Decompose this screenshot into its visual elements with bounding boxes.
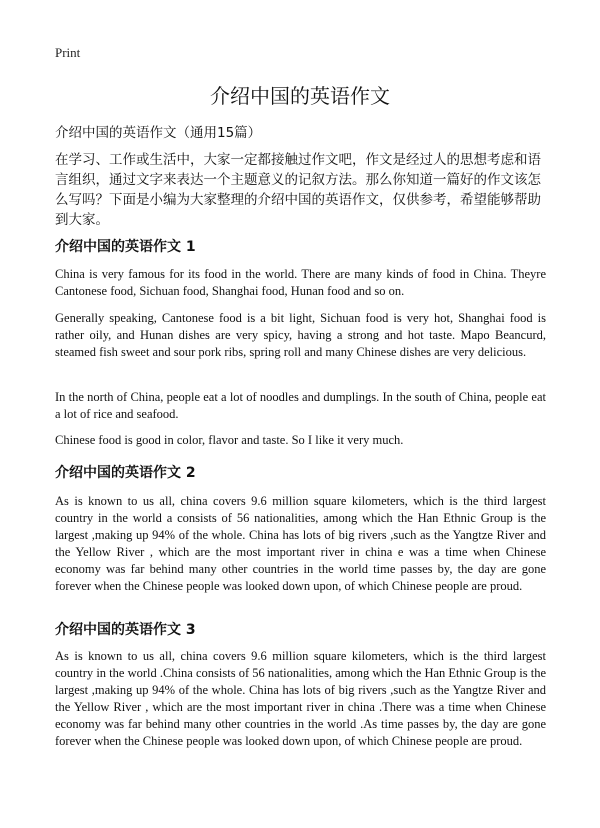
- section-1-heading: 介绍中国的英语作文 1: [55, 239, 196, 255]
- intro-paragraph: 在学习、工作或生活中，大家一定都接触过作文吧，作文是经过人的思想考虑和语言组织，通过文字来表达一个主题意义的记叙方法。那么你知道一篇好的作文该怎么写吗？下面是小编为大家整理的介绍中国的英语作文，仅供参考，希望能够帮助到大家。: [55, 152, 541, 228]
- section-1-paragraph: Chinese food is good in color, flavor and taste. So I like it very much.: [55, 433, 404, 447]
- section-2-paragraph: As is known to us all, china covers 9.6 million square kilometers, which is the third largest country in the world a consists of 56 nationalities, among which the Han Ethnic Group is the largest ,making up 94% of the whole. China has lots of big rivers ,such as the Yangtze River and the Yellow River , which are the most important river in china e was a time when Chinese economy was far behind many other countries in the world time passes by, the day are gone forever when the Chinese people was looked down upon, of which Chinese people are proud.: [55, 494, 546, 593]
- section-2-heading: 介绍中国的英语作文 2: [55, 465, 196, 481]
- page-title: 介绍中国的英语作文: [210, 84, 390, 108]
- section-3-paragraph: As is known to us all, china covers 9.6 million square kilometers, which is the third largest country in the world .China consists of 56 nationalities, among which the Han Ethnic Group is the largest ,making up 94% of the whole. China has lots of big rivers ,such as the Yangtze River and the Yellow River , which are the most important river in china .There was a time when Chinese economy was far behind many other countries in the world .As time passes by, the day are gone forever when the Chinese people was looked down upon, of which Chinese people are proud.: [55, 649, 546, 748]
- section-1-paragraph: China is very famous for its food in the world. There are many kinds of food in China. Theyre Cantonese food, Sichuan food, Shanghai food, Hunan food and so on.: [55, 267, 546, 298]
- subtitle: 介绍中国的英语作文（通用15篇）: [55, 125, 262, 141]
- section-1-paragraph: In the north of China, people eat a lot of noodles and dumplings. In the south of China, people eat a lot of rice and seafood.: [55, 390, 546, 421]
- section-1-paragraph: Generally speaking, Cantonese food is a bit light, Sichuan food is very hot, Shanghai food is rather oily, and Hunan dishes are very spicy, having a strong and hot taste. Mapo Beancurd, steamed fish sweet and sour pork ribs, spring roll and many Chinese dishes are very delicious.: [55, 311, 546, 359]
- section-3-heading: 介绍中国的英语作文 3: [55, 622, 196, 638]
- print-link[interactable]: Print: [55, 45, 81, 60]
